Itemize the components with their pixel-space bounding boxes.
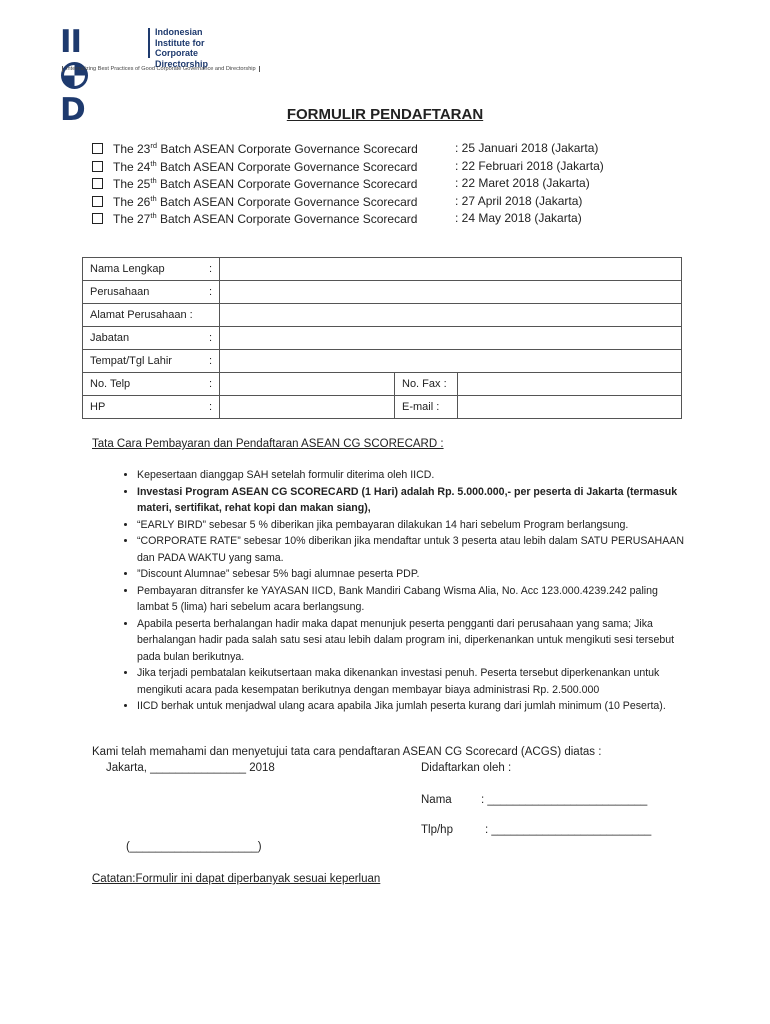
- form-row-tempat: Tempat/Tgl Lahir :: [83, 350, 682, 373]
- input-jabatan[interactable]: [220, 327, 682, 350]
- tlp-signature-line[interactable]: : _________________________: [485, 824, 652, 836]
- registration-form: [82, 257, 682, 419]
- label-perusahaan: Perusahaan: [90, 286, 150, 298]
- label-hp: HP: [90, 401, 106, 413]
- batch-option[interactable]: The 27th Batch ASEAN Corporate Governance Scorecard : 24 May 2018 (Jakarta): [92, 211, 652, 229]
- nama-label: Nama: [421, 794, 452, 806]
- logo-org-name: Indonesian Institute for Corporate Directorship: [155, 27, 209, 69]
- page-title: FORMULIR PENDAFTARAN: [286, 106, 484, 123]
- checkbox[interactable]: [92, 178, 103, 189]
- list-item: • Pembayaran ditransfer ke YAYASAN IICD, Bank Mandiri Cabang Wisma Alia, No. Acc 123.000.4239.242 paling lambat 5 (lima) hari sebelum acara berlangsung.: [137, 583, 691, 616]
- form-row-hp: HP : E-mail :: [83, 396, 682, 419]
- list-item: • Investasi Program ASEAN CG SCORECARD (1 Hari) adalah Rp. 5.000.000,- per peserta di Jakarta (termasuk materi, sertifikat, rehat kopi dan makan siang),: [137, 484, 691, 517]
- checkbox[interactable]: [92, 143, 103, 154]
- label-alamat: Alamat Perusahaan :: [90, 309, 193, 321]
- input-telp[interactable]: [220, 373, 395, 396]
- batch-date: : 22 Februari 2018 (Jakarta): [455, 158, 604, 173]
- label-email: E-mail :: [402, 401, 440, 413]
- input-fax[interactable]: [458, 373, 682, 396]
- batch-option[interactable]: The 23rd Batch ASEAN Corporate Governance Scorecard : 25 Januari 2018 (Jakarta): [92, 141, 652, 159]
- nama-signature-line[interactable]: : _________________________: [481, 794, 648, 806]
- agreement-text: Kami telah memahami dan menyetujui tata cara pendaftaran ASEAN CG Scorecard (ACGS) diatas :: [92, 746, 602, 758]
- registered-by-label: Didaftarkan oleh :: [421, 762, 512, 774]
- label-fax: No. Fax :: [402, 378, 447, 390]
- tlp-label: Tlp/hp: [421, 824, 453, 836]
- input-nama[interactable]: [220, 258, 682, 281]
- form-row-jabatan: Jabatan :: [83, 327, 682, 350]
- batch-option[interactable]: The 24th Batch ASEAN Corporate Governance Scorecard : 22 Februari 2018 (Jakarta): [92, 159, 652, 177]
- list-item: • “EARLY BIRD” sebesar 5 % diberikan jika pembayaran dilakukan 14 hari sebelum Program berlangsung.: [137, 517, 691, 534]
- checkbox[interactable]: [92, 161, 103, 172]
- label-nama: Nama Lengkap: [90, 263, 165, 275]
- batch-date: : 25 Januari 2018 (Jakarta): [455, 141, 599, 155]
- signature-line[interactable]: (____________________): [126, 841, 262, 853]
- payment-section-title: Tata Cara Pembayaran dan Pendaftaran ASEAN CG SCORECARD :: [92, 438, 444, 450]
- list-item: • IICD berhak untuk menjadwal ulang acara apabila Jika jumlah peserta kurang dari jumlah minimum (10 Peserta).: [137, 698, 691, 715]
- list-item: • Kepesertaan dianggap SAH setelah formulir diterima oleh IICD.: [137, 467, 691, 484]
- input-email[interactable]: [458, 396, 682, 419]
- batch-option[interactable]: The 25th Batch ASEAN Corporate Governance Scorecard : 22 Maret 2018 (Jakarta): [92, 176, 652, 194]
- batch-date: : 22 Maret 2018 (Jakarta): [455, 176, 590, 190]
- form-row-perusahaan: Perusahaan :: [83, 281, 682, 304]
- form-row-nama: Nama Lengkap :: [83, 258, 682, 281]
- payment-rules-list: [91, 467, 691, 715]
- input-tempat-lahir[interactable]: [220, 350, 682, 373]
- input-perusahaan[interactable]: [220, 281, 682, 304]
- place-date: Jakarta, _______________ 2018: [106, 762, 275, 774]
- input-alamat[interactable]: [220, 304, 682, 327]
- batch-checklist: [92, 141, 652, 229]
- batch-option[interactable]: The 26th Batch ASEAN Corporate Governance Scorecard : 27 April 2018 (Jakarta): [92, 194, 652, 212]
- input-hp[interactable]: [220, 396, 395, 419]
- logo-mark: IID: [60, 25, 89, 127]
- label-tempat-lahir: Tempat/Tgl Lahir: [90, 355, 172, 367]
- batch-date: : 27 April 2018 (Jakarta): [455, 193, 583, 208]
- label-jabatan: Jabatan: [90, 332, 130, 344]
- logo-tagline: Internalizing Best Practices of Good Corporate Governance and Directorship: [62, 66, 260, 72]
- footer-note: Catatan:Formulir ini dapat diperbanyak sesuai keperluan: [92, 873, 381, 885]
- form-row-alamat: [83, 304, 682, 327]
- checkbox[interactable]: [92, 213, 103, 224]
- list-item: • ”Discount Alumnae” sebesar 5% bagi alumnae peserta PDP.: [137, 566, 691, 583]
- batch-date: : 24 May 2018 (Jakarta): [455, 211, 582, 225]
- checkbox[interactable]: [92, 196, 103, 207]
- form-row-telp: No. Telp : No. Fax :: [83, 373, 682, 396]
- list-item: • Apabila peserta berhalangan hadir maka dapat menunjuk peserta pengganti dari perusahaan yang sama; Jika berhalangan hadir pada salah satu sesi atau lebih dalam program ini, diperkenankan untuk mengikuti sesi tersebut pada bulan berikutnya.: [137, 616, 691, 666]
- logo-divider: [148, 28, 150, 58]
- list-item: • Jika terjadi pembatalan keikutsertaan maka dikenankan investasi penuh. Peserta tersebut diperkenankan untuk mengikuti acara pada kesempatan berikutnya dengan membayar biaya administrasi Rp. 2.500.000: [137, 665, 691, 698]
- list-item: • “CORPORATE RATE” sebesar 10% diberikan jika mendaftar untuk 3 peserta atau lebih dalam SATU PERUSAHAAN dan PADA WAKTU yang sama.: [137, 533, 691, 566]
- label-telp: No. Telp: [90, 378, 131, 390]
